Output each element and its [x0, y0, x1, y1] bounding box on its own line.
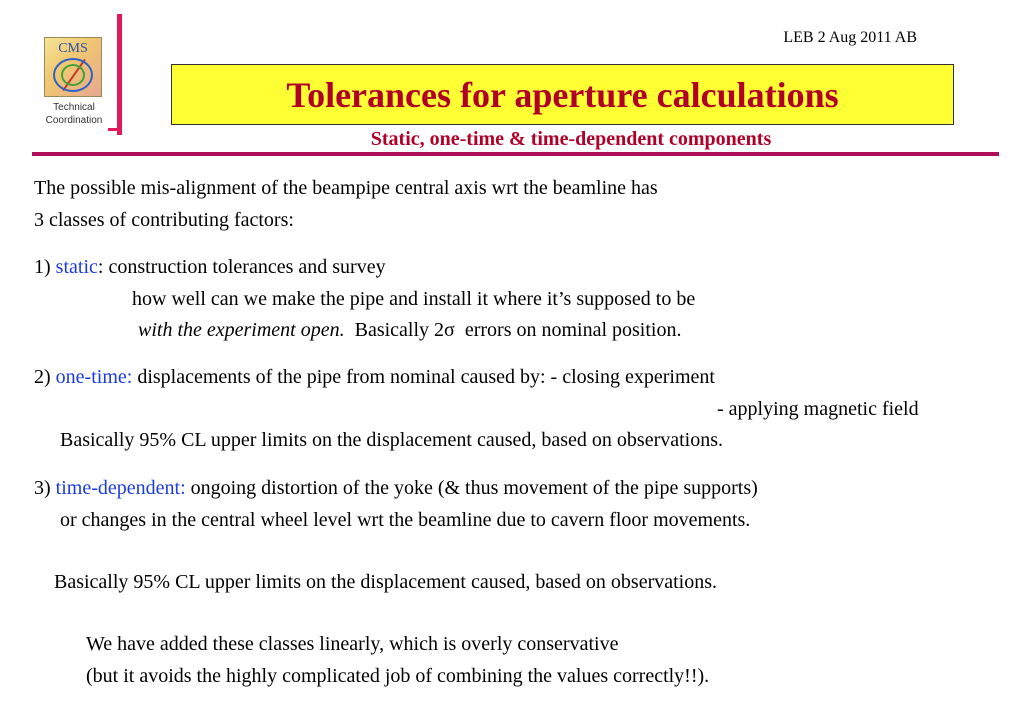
intro-line-2: 3 classes of contributing factors: — [34, 209, 294, 231]
item-1-detail-1: how well can we make the pipe and install it where it’s supposed to be — [132, 288, 696, 310]
item-1-text: : construction tolerances and survey — [97, 256, 386, 278]
item-2-text: displacements of the pipe from nominal caused by: - closing experiment — [132, 366, 715, 388]
conclusion-line-1: We have added these classes linearly, which is overly conservative — [86, 633, 619, 655]
header-divider — [32, 152, 999, 156]
intro-line-1: The possible mis-alignment of the beampipe central axis wrt the beamline has — [34, 177, 658, 199]
logo-caption — [34, 101, 114, 127]
item-3-continuation: or changes in the central wheel level wrt the beamline due to cavern floor movements. — [60, 509, 751, 531]
item-3-term: time-dependent: — [55, 477, 186, 499]
cms-logo — [44, 37, 102, 97]
item-1-heading — [34, 255, 386, 279]
item-1-detail-2-italic: with the experiment open. — [138, 319, 345, 341]
conclusion-line-2: (but it avoids the highly complicated job of combining the values correctly!!). — [86, 665, 710, 687]
logo-text: CMS — [58, 41, 88, 56]
accent-vertical-bar — [117, 14, 122, 135]
item-2-heading — [34, 365, 715, 389]
item-1-detail-2 — [138, 318, 681, 342]
item-1-detail-2-text: Basically 2σ errors on nominal position. — [344, 319, 682, 341]
item-3-number: 3) — [34, 477, 56, 499]
accent-corner-bar — [108, 128, 122, 131]
item-2-continuation: - applying magnetic field — [717, 398, 919, 420]
item-3-text: ongoing distortion of the yoke (& thus movement of the pipe supports) — [185, 477, 758, 499]
item-2-basis: Basically 95% CL upper limits on the displacement caused, based on observations. — [60, 429, 723, 451]
item-2-number: 2) — [34, 366, 56, 388]
item-1-number: 1) — [34, 256, 56, 278]
logo-caption-line2: Coordination — [45, 115, 103, 126]
item-3-basis: Basically 95% CL upper limits on the displacement caused, based on observations. — [54, 571, 717, 593]
slide-title: Tolerances for aperture calculations — [286, 75, 839, 115]
logo-caption-line1: Technical — [53, 102, 95, 113]
slide-subtitle: Static, one-time & time-dependent components — [370, 128, 772, 150]
logo-inner-ring-icon — [61, 64, 85, 86]
item-3-heading — [34, 476, 758, 500]
title-box — [171, 64, 954, 125]
item-1-term: static — [55, 256, 98, 278]
date-tag: LEB 2 Aug 2011 AB — [783, 29, 917, 46]
item-2-term: one-time: — [55, 366, 133, 388]
